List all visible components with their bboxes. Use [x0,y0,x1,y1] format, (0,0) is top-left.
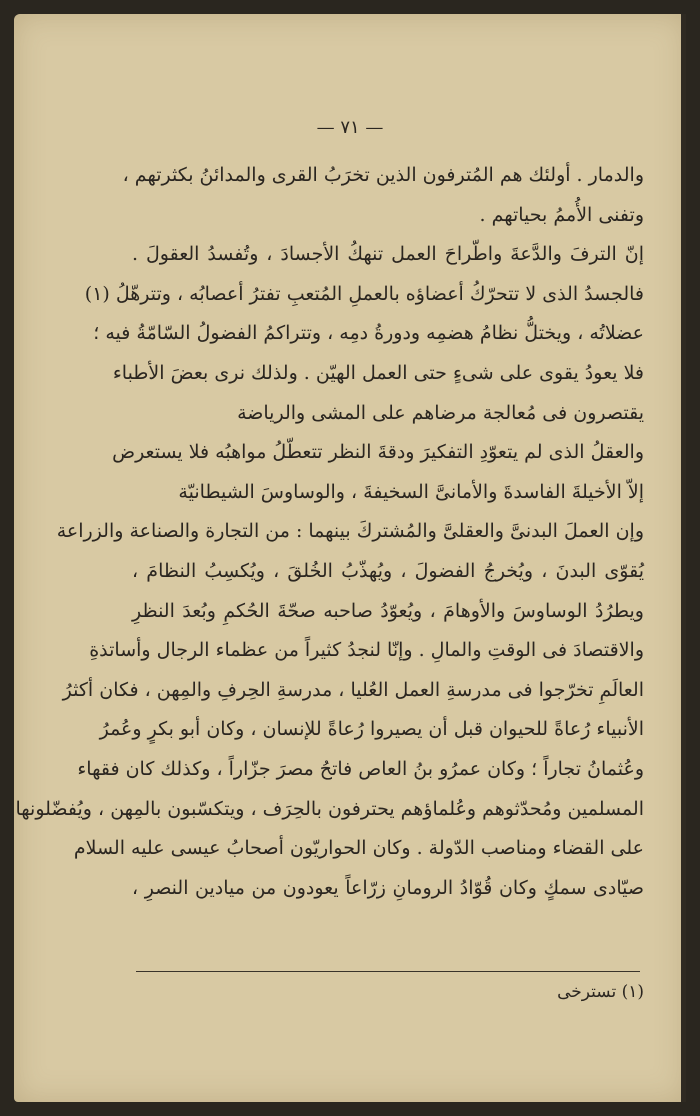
page-edge [681,14,686,1102]
text-line: يقتصرون فى مُعالجة مرضاهم على المشى والرياضة [237,401,644,424]
text-line: إلاّ الأخيلةَ الفاسدةَ والأمانىَّ السخيفةَ ، والوساوسَ الشيطانيّة [178,480,644,503]
body-text [15,156,644,908]
text-line: يُقوّى البدنَ ، ويُخرجُ الفضولَ ، ويُهذّبُ الخُلقَ ، ويُكسِبُ النظامَ ، [132,559,644,582]
text-line: وعُثمانُ تجاراً ؛ وكان عمرُو بنُ العاص فاتحُ مصرَ جزّاراً ، وكذلك كان فقهاء [77,757,644,780]
text-line: العالَمِ تخرّجوا فى مدرسةِ العمل العُليا ، مدرسةِ الحِرفِ والمِهن ، فكان أكثرُ [62,678,644,701]
text-line: الأنبياء رُعاةً للحيوان قبل أن يصيروا رُعاةً للإنسان ، وكان أبو بكرٍ وعُمرُ [99,718,644,741]
text-line: صيّادى سمكٍ وكان قُوّادُ الرومانِ زرّاعاً يعودون من ميادين النصرِ ، [132,876,644,899]
footnote: (١) تسترخى [557,982,644,1002]
text-line: ويطرُدُ الوساوسَ والأوهامَ ، ويُعوّدُ صاحبه صحّةَ الحُكمِ وبُعدَ النظرِ [132,599,644,622]
text-line: إنّ الترفَ والدَّعةَ واطّراحَ العمل تنهكُ الأجسادَ ، وتُفسدُ العقولَ . [132,243,644,266]
text-line: وتفنى الأُممُ بحياتهم . [479,203,644,226]
text-line: على القضاء ومناصب الدّولة . وكان الحواريّون أصحابُ عيسى عليه السلام [73,837,644,860]
text-line: فلا يعودُ يقوى على شىءٍ حتى العمل الهيّن . ولذلك نرى بعضَ الأطباء [112,361,644,384]
footnote-divider [136,971,640,972]
text-line: عضلاتُه ، ويختلُّ نظامُ هضمِه ودورةُ دمِه ، وتتراكمُ الفضولُ السّامّةُ فيه ؛ [93,322,644,345]
text-line: والدمار . أولئك هم المُترفون الذين تخرَبُ القرى والمدائنُ بكثرتهم ، [122,164,644,186]
text-line: والاقتصادَ فى الوقتِ والمالِ . وإنّا لنجدُ كثيراً من عظماء الرجال وأساتذةِ [89,639,644,662]
page-number: — ٧١ — [316,117,384,138]
text-line: فالجسدُ الذى لا تتحرّكُ أعضاؤه بالعملِ المُتعبِ تفترُ أعصابُه ، وتترهّلُ (١) [84,282,644,305]
text-line: وإن العملَ البدنىَّ والعقلىَّ والمُشتركَ بينهما : من التجارة والصناعة والزراعة [56,520,644,543]
text-line: المسلمين ومُحدّثوهم وعُلماؤهم يحترفون بالحِرَف ، ويتكسّبون بالمِهن ، ويُفضّلونها [15,797,644,820]
text-line: والعقلُ الذى لم يتعوّدِ التفكيرَ ودقةَ النظر تتعطّلُ مواهبُه فلا يستعرض [112,441,644,464]
book-page [14,14,686,1102]
